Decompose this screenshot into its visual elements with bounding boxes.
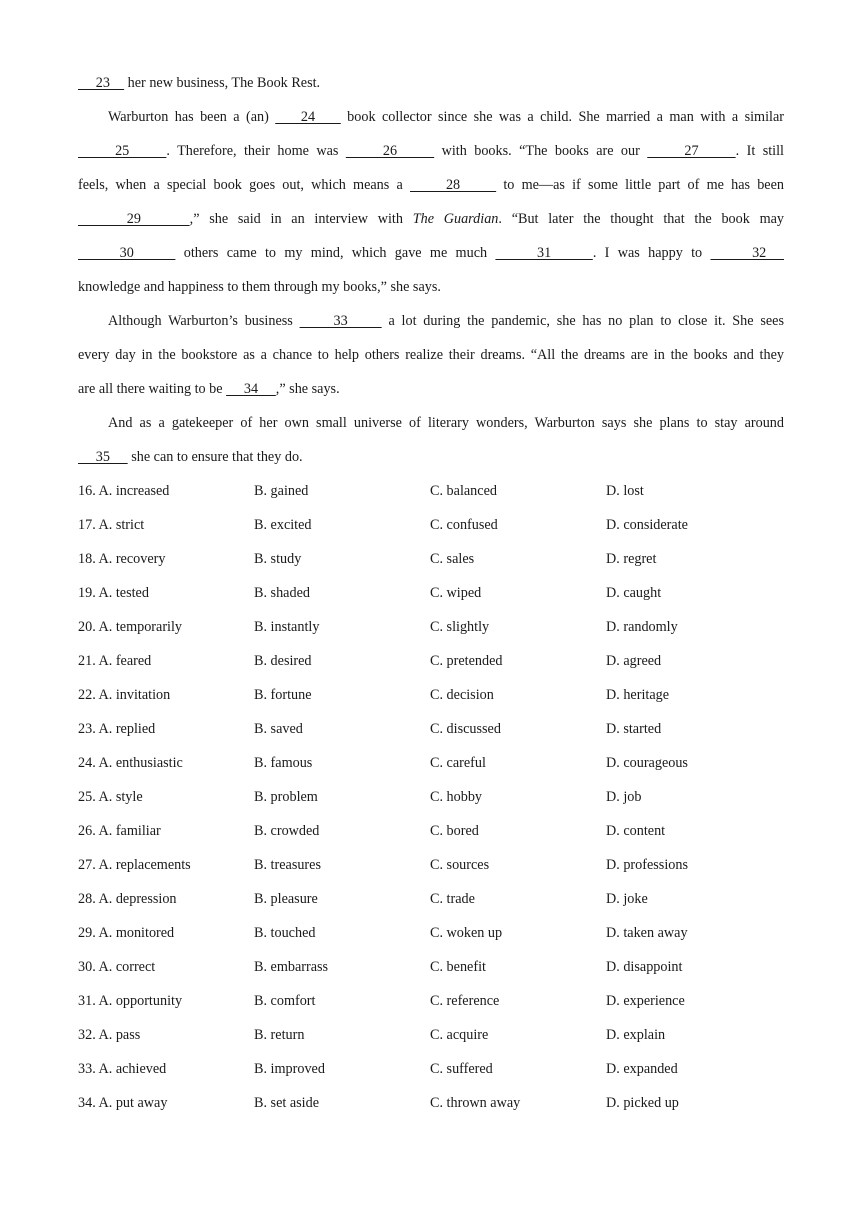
passage-text: . “But later the thought that the book may bbox=[498, 211, 785, 227]
option-d: D. started bbox=[606, 721, 662, 737]
blank-26: 26 bbox=[345, 143, 435, 159]
option-d: D. lost bbox=[606, 483, 644, 499]
option-a: 28. A. depression bbox=[78, 891, 177, 907]
option-d: D. joke bbox=[606, 891, 648, 907]
option-c: C. discussed bbox=[430, 721, 501, 737]
option-c: C. trade bbox=[430, 891, 475, 907]
option-b: B. excited bbox=[254, 517, 312, 533]
option-d: D. considerate bbox=[606, 517, 688, 533]
option-a: 18. A. recovery bbox=[78, 551, 166, 567]
blank-31: 31 bbox=[495, 245, 593, 261]
option-c: C. slightly bbox=[430, 619, 490, 635]
option-c: C. decision bbox=[430, 687, 494, 703]
option-d: D. courageous bbox=[606, 755, 688, 771]
option-a: 34. A. put away bbox=[78, 1095, 168, 1111]
passage-line-10 bbox=[78, 372, 784, 406]
newspaper-title: The Guardian bbox=[412, 211, 499, 227]
option-b: B. desired bbox=[254, 653, 312, 669]
blank-24: 24 bbox=[275, 109, 341, 125]
blank-29: 29 bbox=[78, 211, 190, 227]
option-c: C. pretended bbox=[430, 653, 503, 669]
option-a: 30. A. correct bbox=[78, 959, 156, 975]
option-a: 16. A. increased bbox=[78, 483, 170, 499]
option-c: C. wiped bbox=[430, 585, 482, 601]
passage-text: feels, when a special book goes out, which means a bbox=[78, 177, 410, 193]
blank-23: 23 bbox=[78, 75, 125, 91]
option-a: 23. A. replied bbox=[78, 721, 156, 737]
option-b: B. problem bbox=[254, 789, 318, 805]
blank-34: 34 bbox=[226, 381, 276, 397]
option-b: B. fortune bbox=[254, 687, 312, 703]
passage-text: a lot during the pandemic, she has no plan to close it. She sees bbox=[381, 313, 785, 329]
option-a: 17. A. strict bbox=[78, 517, 145, 533]
passage-line-7 bbox=[78, 270, 784, 304]
option-d: D. heritage bbox=[606, 687, 670, 703]
blank-35: 35 bbox=[78, 449, 128, 465]
passage-text: . I was happy to bbox=[592, 245, 711, 261]
option-b: B. pleasure bbox=[254, 891, 318, 907]
passage-text: others came to my mind, which gave me much bbox=[175, 245, 496, 261]
blank-33: 33 bbox=[299, 313, 382, 329]
blank-30: 30 bbox=[78, 245, 176, 261]
blank-32: 32 bbox=[710, 245, 784, 261]
option-a: 26. A. familiar bbox=[78, 823, 161, 839]
passage-line-3 bbox=[78, 134, 784, 168]
option-c: C. bored bbox=[430, 823, 479, 839]
option-c: C. sales bbox=[430, 551, 475, 567]
passage-line-9 bbox=[78, 338, 784, 372]
option-d: D. picked up bbox=[606, 1095, 679, 1111]
blank-27: 27 bbox=[647, 143, 736, 159]
option-a: 20. A. temporarily bbox=[78, 619, 183, 635]
option-a: 24. A. enthusiastic bbox=[78, 755, 183, 771]
option-b: B. comfort bbox=[254, 993, 316, 1009]
option-b: B. famous bbox=[254, 755, 313, 771]
option-a: 19. A. tested bbox=[78, 585, 149, 601]
option-a: 31. A. opportunity bbox=[78, 993, 183, 1009]
passage-text: ,” she says. bbox=[275, 381, 340, 397]
passage-text: are all there waiting to be bbox=[78, 381, 227, 397]
passage-text: her new business, The Book Rest. bbox=[124, 75, 321, 91]
option-a: 21. A. feared bbox=[78, 653, 152, 669]
blank-28: 28 bbox=[409, 177, 497, 193]
option-d: D. agreed bbox=[606, 653, 662, 669]
option-c: C. woken up bbox=[430, 925, 503, 941]
passage-line-6 bbox=[78, 236, 784, 270]
option-b: B. study bbox=[254, 551, 302, 567]
option-a: 32. A. pass bbox=[78, 1027, 141, 1043]
passage-line-8 bbox=[78, 304, 784, 338]
option-c: C. hobby bbox=[430, 789, 483, 805]
option-a: 27. A. replacements bbox=[78, 857, 191, 873]
passage-line-2 bbox=[78, 100, 784, 134]
passage-text: . Therefore, their home was bbox=[166, 143, 346, 159]
option-d: D. expanded bbox=[606, 1061, 678, 1077]
passage-line-12 bbox=[78, 440, 784, 474]
option-a: 25. A. style bbox=[78, 789, 143, 805]
option-c: C. reference bbox=[430, 993, 500, 1009]
passage-text: with books. “The books are our bbox=[434, 143, 648, 159]
passage-text: to me—as if some little part of me has been bbox=[496, 177, 784, 193]
option-b: B. embarrass bbox=[254, 959, 329, 975]
option-c: C. thrown away bbox=[430, 1095, 521, 1111]
passage-text: Warburton has been a (an) bbox=[108, 109, 276, 125]
option-c: C. acquire bbox=[430, 1027, 489, 1043]
option-b: B. treasures bbox=[254, 857, 321, 873]
passage-text: she can to ensure that they do. bbox=[127, 449, 303, 465]
blank-25: 25 bbox=[78, 143, 167, 159]
option-c: C. balanced bbox=[430, 483, 497, 499]
option-b: B. crowded bbox=[254, 823, 320, 839]
option-b: B. saved bbox=[254, 721, 303, 737]
option-c: C. benefit bbox=[430, 959, 486, 975]
option-d: D. randomly bbox=[606, 619, 678, 635]
option-d: D. job bbox=[606, 789, 642, 805]
option-c: C. careful bbox=[430, 755, 486, 771]
option-d: D. regret bbox=[606, 551, 657, 567]
option-b: B. improved bbox=[254, 1061, 325, 1077]
option-b: B. shaded bbox=[254, 585, 310, 601]
option-d: D. caught bbox=[606, 585, 662, 601]
option-d: D. professions bbox=[606, 857, 688, 873]
passage-text: . It still bbox=[735, 143, 784, 159]
option-d: D. content bbox=[606, 823, 666, 839]
passage-text: ,” she said in an interview with bbox=[189, 211, 413, 227]
option-b: B. set aside bbox=[254, 1095, 320, 1111]
passage-text: every day in the bookstore as a chance to help others realize their dreams. “All the dreams are in the books and they bbox=[78, 347, 784, 363]
passage-line-5 bbox=[78, 202, 784, 236]
passage-text: And as a gatekeeper of her own small universe of literary wonders, Warburton says she plans to stay around bbox=[108, 415, 784, 431]
option-c: C. suffered bbox=[430, 1061, 493, 1077]
passage-line-11 bbox=[78, 406, 784, 440]
option-c: C. confused bbox=[430, 517, 498, 533]
option-c: C. sources bbox=[430, 857, 490, 873]
passage-line-1 bbox=[78, 66, 784, 100]
option-d: D. experience bbox=[606, 993, 685, 1009]
option-d: D. disappoint bbox=[606, 959, 683, 975]
option-a: 22. A. invitation bbox=[78, 687, 171, 703]
option-b: B. touched bbox=[254, 925, 316, 941]
passage-text: knowledge and happiness to them through my books,” she says. bbox=[78, 279, 441, 295]
passage-text: book collector since she was a child. She married a man with a similar bbox=[340, 109, 784, 125]
option-b: B. return bbox=[254, 1027, 305, 1043]
option-b: B. gained bbox=[254, 483, 309, 499]
option-a: 29. A. monitored bbox=[78, 925, 175, 941]
option-b: B. instantly bbox=[254, 619, 320, 635]
option-a: 33. A. achieved bbox=[78, 1061, 167, 1077]
passage-line-4 bbox=[78, 168, 784, 202]
passage-text: Although Warburton’s business bbox=[108, 313, 300, 329]
option-d: D. explain bbox=[606, 1027, 666, 1043]
option-d: D. taken away bbox=[606, 925, 688, 941]
